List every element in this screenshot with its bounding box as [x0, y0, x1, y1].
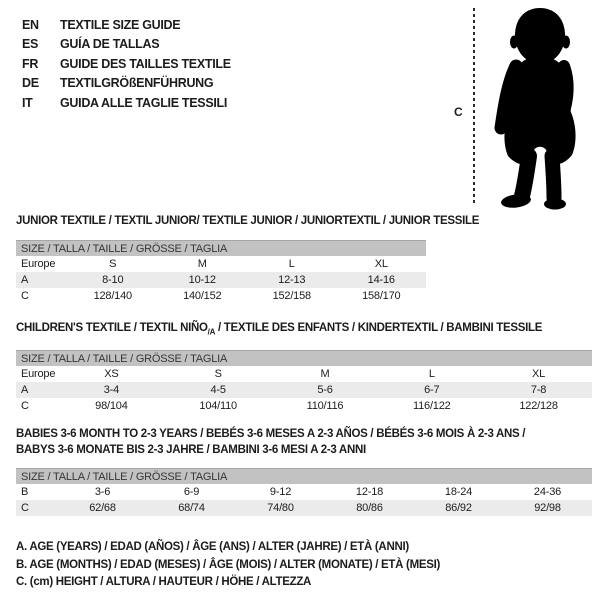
table-row: [16, 398, 592, 414]
table-cell: 7-8: [530, 384, 547, 396]
language-code: DE: [22, 76, 39, 91]
table-cell: 3-4: [103, 384, 120, 396]
language-code: ES: [22, 37, 39, 52]
language-title: TEXTILGRÖßENFÜHRUNG: [60, 76, 214, 91]
table-cell: 18-24: [444, 486, 473, 498]
table-cell: XL: [374, 258, 388, 270]
language-title: GUÍA DE TALLAS: [60, 37, 160, 52]
table-cell: M: [197, 258, 207, 270]
table-row: [16, 382, 592, 398]
language-row: [22, 15, 231, 35]
table-cell: 6-7: [424, 384, 440, 396]
table-cell: 68/74: [178, 502, 205, 514]
table-cell: L: [428, 368, 435, 380]
table-cell: 140/152: [183, 290, 222, 302]
table-cell: 9-12: [269, 486, 292, 498]
table-cell: 8-10: [102, 274, 124, 286]
table-cell: 10-12: [188, 274, 216, 286]
table-cell: 152/158: [272, 290, 311, 302]
table-cell: 116/122: [413, 400, 451, 412]
title-text: CHILDREN'S TEXTILE / TEXTIL NIÑO: [16, 322, 208, 334]
language-list: [22, 15, 231, 113]
table-cell: 80/86: [356, 502, 383, 514]
footnote-legend: [16, 539, 440, 592]
toddler-silhouette-icon: [485, 4, 595, 212]
table-cell: 4-5: [210, 384, 226, 396]
section-title-line: [16, 320, 542, 336]
table-row: [16, 366, 592, 382]
language-title: GUIDE DES TAILLES TEXTILE: [60, 56, 231, 71]
table-cell: XS: [104, 368, 119, 380]
section-title-line: [16, 442, 525, 458]
section-title-line: [16, 426, 525, 442]
size-table-babies: [16, 468, 592, 516]
footnote-line: C. (cm) HEIGHT / ALTURA / HAUTEUR / HÖHE / ALTEZZA: [16, 576, 312, 588]
table-cell: 12-18: [355, 486, 384, 498]
table-row: [16, 500, 592, 516]
row-label: C: [21, 290, 29, 302]
table-cell: S: [109, 258, 117, 270]
table-cell: 24-36: [533, 486, 562, 498]
language-code: FR: [22, 56, 39, 71]
table-cell: 12-13: [278, 274, 306, 286]
language-row: [22, 54, 231, 74]
table-cell: 5-6: [317, 384, 333, 396]
language-row: [22, 74, 231, 94]
table-row: [16, 272, 426, 288]
section-title-babies: [16, 426, 525, 458]
table-cell: S: [214, 368, 222, 380]
title-text: / TEXTILE DES ENFANTS / KINDERTEXTIL / BAMBINI TESSILE: [215, 322, 543, 334]
language-code: EN: [22, 17, 39, 32]
row-label: C: [21, 502, 29, 514]
table-cell: 92/98: [534, 502, 561, 514]
row-label: B: [21, 486, 29, 498]
footnote-line: A. AGE (YEARS) / EDAD (AÑOS) / ÂGE (ANS) / ALTER (JAHRE) / ETÀ (ANNI): [16, 541, 409, 553]
height-measure-dashed-line: [473, 8, 475, 206]
table-cell: 3-6: [94, 486, 111, 498]
size-header-bar: SIZE / TALLA / TAILLE / GRÖSSE / TAGLIA: [16, 350, 592, 366]
table-cell: 74/80: [267, 502, 294, 514]
table-cell: 122/128: [519, 400, 558, 412]
language-code: IT: [22, 95, 33, 110]
language-row: [22, 35, 231, 55]
size-header-bar: SIZE / TALLA / TAILLE / GRÖSSE / TAGLIA: [16, 240, 426, 256]
section-title-junior: [16, 213, 479, 229]
table-row: [16, 288, 426, 304]
row-label: A: [21, 274, 29, 286]
table-cell: L: [288, 258, 295, 270]
table-cell: 128/140: [93, 290, 132, 302]
table-cell: 158/170: [362, 290, 401, 302]
size-table-children: [16, 350, 592, 414]
footnote-line: B. AGE (MONTHS) / EDAD (MESES) / ÂGE (MOIS) / ALTER (MONATE) / ETÀ (MESI): [16, 558, 441, 571]
title-text: BABYS 3-6 MONATE BIS 2-3 JAHRE / BAMBINI 3-6 MESI A 2-3 ANNI: [16, 444, 366, 456]
table-cell: 86/92: [445, 502, 472, 514]
title-subscript: /A: [207, 327, 216, 337]
table-cell: M: [320, 368, 330, 380]
table-cell: 104/110: [199, 400, 237, 412]
row-label: Europe: [21, 368, 56, 380]
table-row: [16, 256, 426, 272]
row-label: A: [21, 384, 29, 396]
title-text: JUNIOR TEXTILE / TEXTIL JUNIOR/ TEXTILE JUNIOR / JUNIORTEXTIL / JUNIOR TESSILE: [16, 215, 480, 227]
table-cell: 62/68: [89, 502, 116, 514]
table-cell: XL: [532, 368, 546, 380]
language-row: [22, 93, 231, 113]
section-title-line: [16, 213, 479, 229]
title-text: BABIES 3-6 MONTH TO 2-3 YEARS / BEBÉS 3-6 MESES A 2-3 AÑOS / BÉBÉS 3-6 MOIS À 2-3 ANS /: [16, 428, 526, 440]
table-cell: 14-16: [367, 274, 395, 286]
language-title: TEXTILE SIZE GUIDE: [60, 17, 181, 32]
table-cell: 98/104: [95, 400, 128, 412]
size-header-bar: SIZE / TALLA / TAILLE / GRÖSSE / TAGLIA: [16, 468, 592, 484]
table-row: [16, 484, 592, 500]
section-title-children: [16, 320, 542, 336]
height-measure-label: C: [454, 105, 463, 119]
row-label: C: [21, 400, 29, 412]
size-table-junior: [16, 240, 426, 304]
row-label: Europe: [21, 258, 56, 270]
table-cell: 110/116: [306, 400, 344, 412]
table-cell: 6-9: [183, 486, 200, 498]
language-title: GUIDA ALLE TAGLIE TESSILI: [60, 95, 228, 110]
